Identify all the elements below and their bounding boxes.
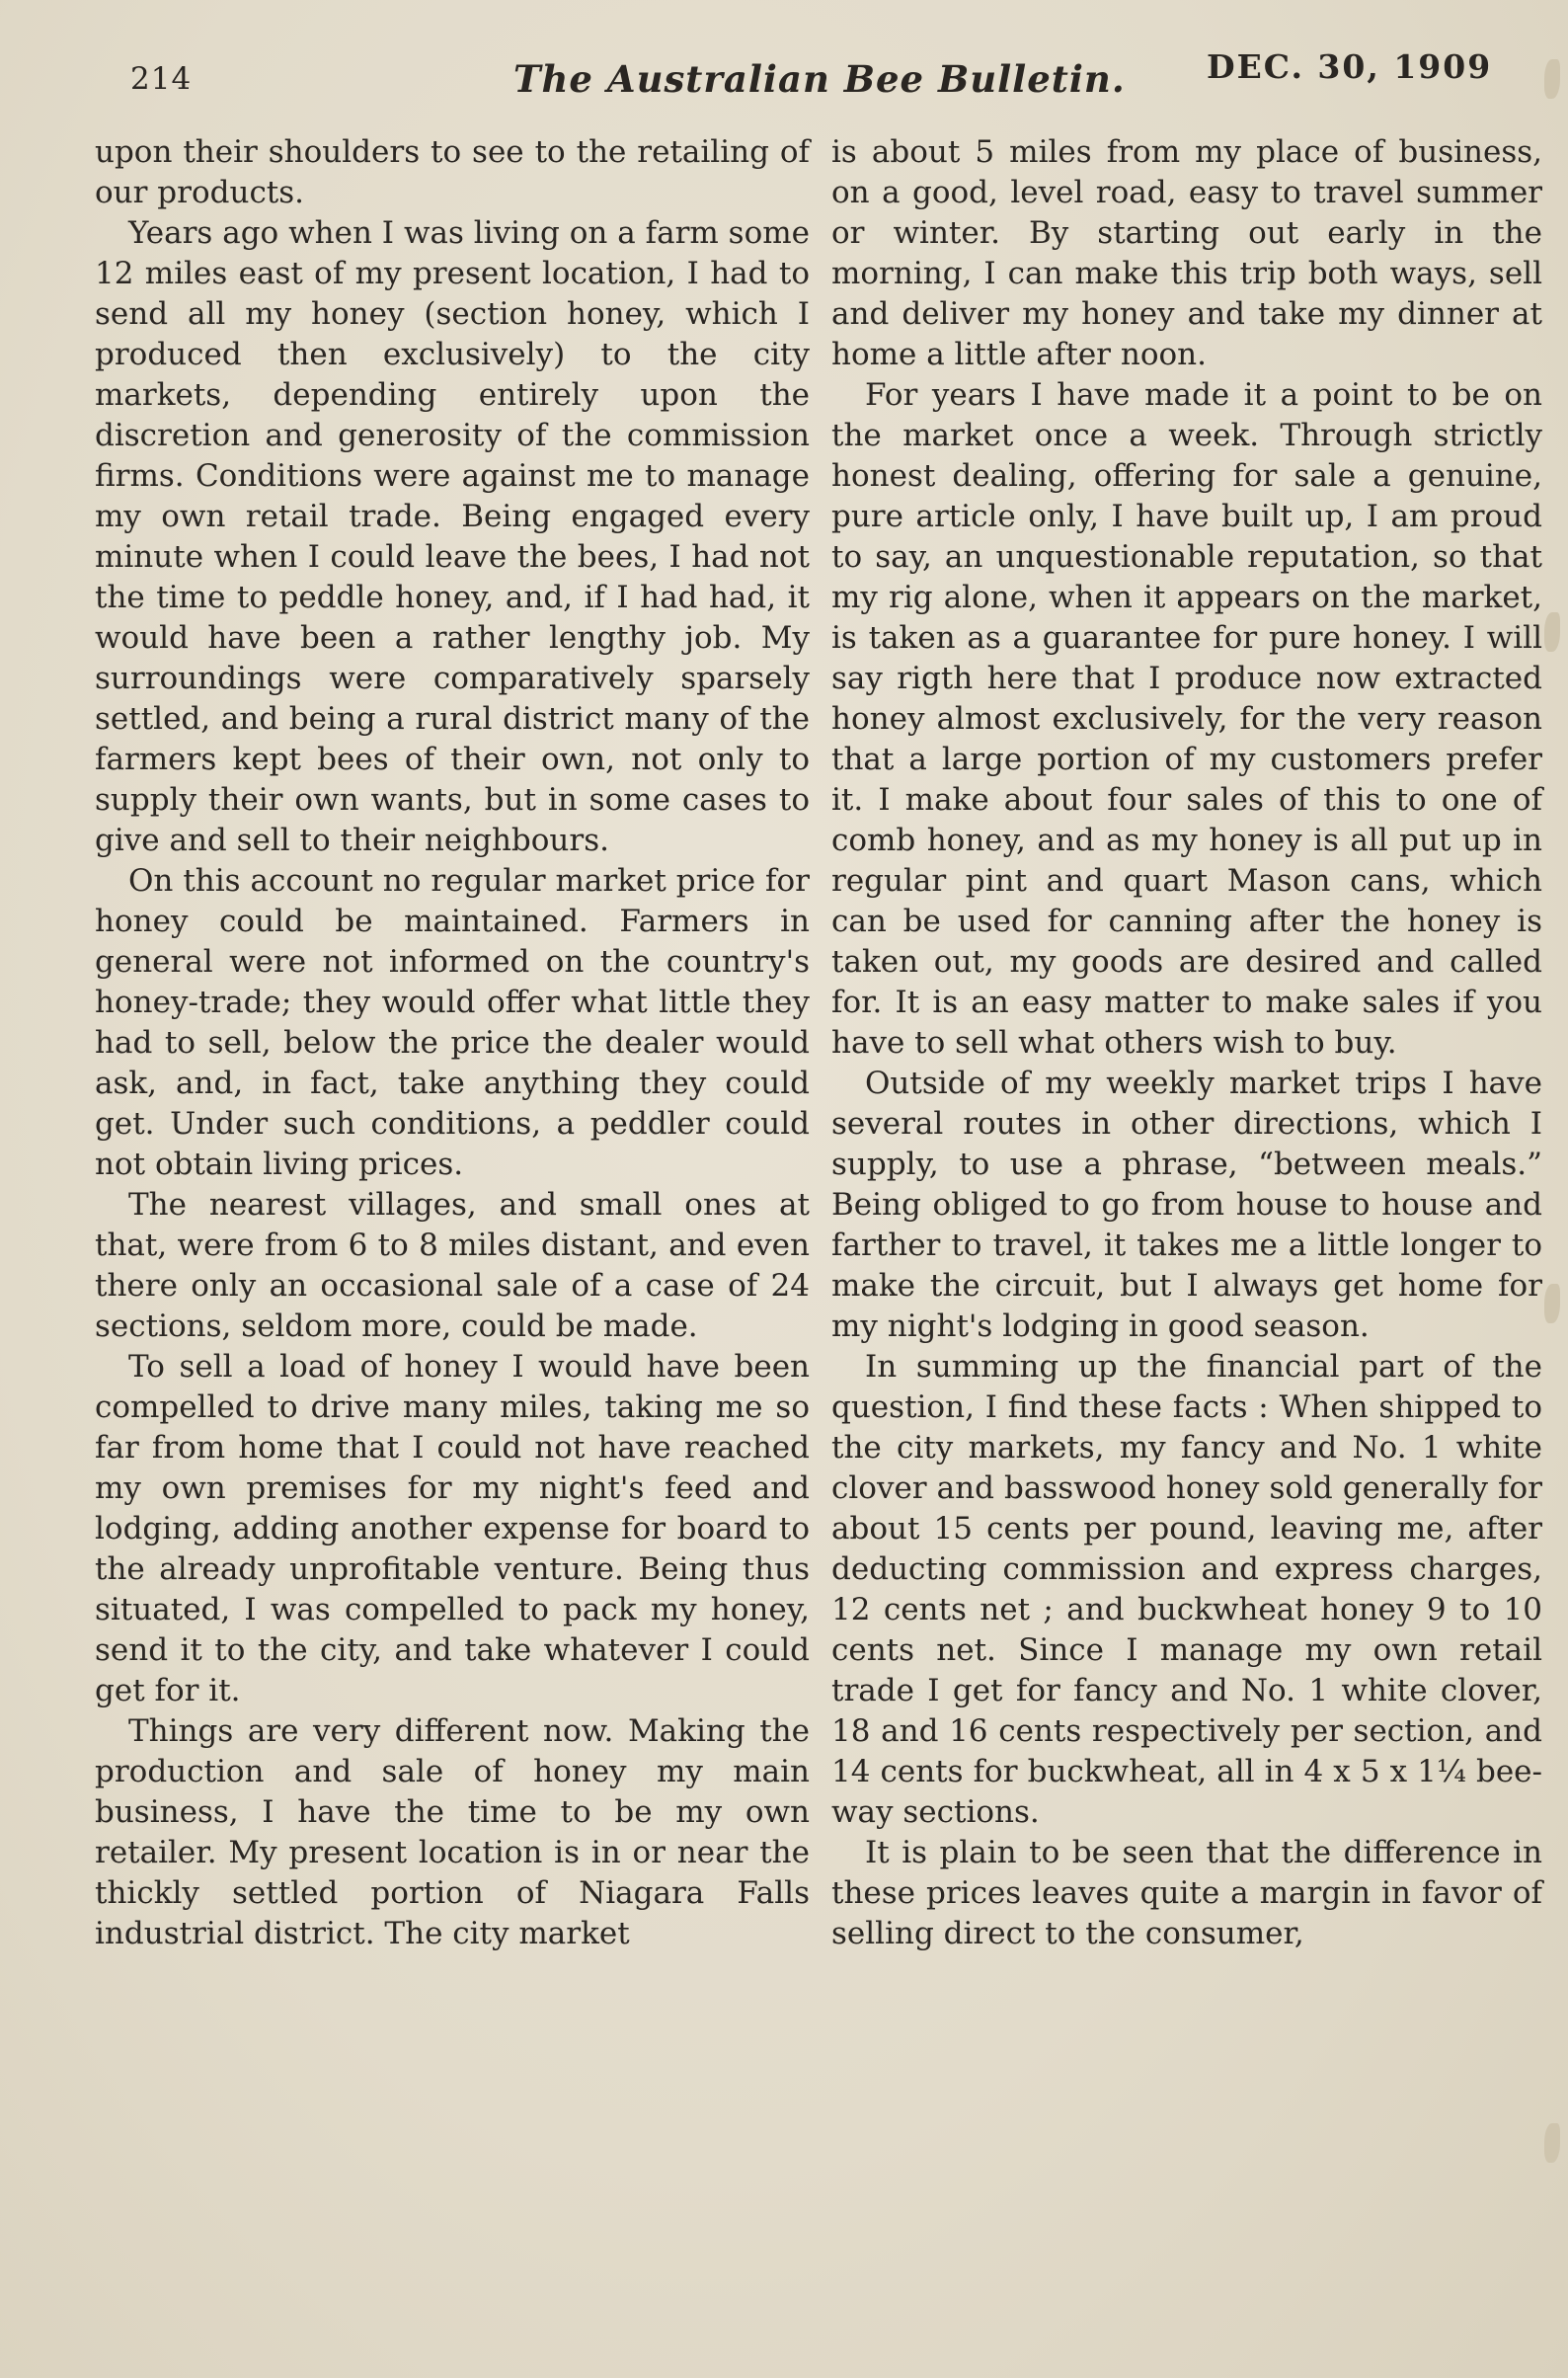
page-edge-damage	[1544, 2123, 1560, 2163]
paragraph: Things are very different now. Making the production and sale of honey my main business, I have the time to be my own retailer. My present location is in or near the thickly settled portion of Niagara Falls industrial district. The city market	[95, 1713, 810, 1951]
right-column	[831, 132, 1542, 1954]
left-column	[95, 132, 810, 1954]
paragraph: Outside of my weekly market trips I have several routes in other directions, which I supply, to use a phrase, “between meals.” Being obliged to go from house to house and farther to travel, it takes me a little longer to make the circuit, but I always get home for my night's lodging in good season.	[831, 1066, 1542, 1344]
journal-title: The Australian Bee Bulletin.	[513, 57, 1126, 101]
paragraph: In summing up the financial part of the question, I find these facts : When shipped to the city markets, my fancy and No. 1 white clover and basswood honey sold generally for about 15 cents per pound, leaving me, after deducting commission and express charges, 12 cents net ; and buckwheat honey 9 to 10 cents net. Since I manage my own retail trade I get for fancy and No. 1 white clover, 18 and 16 cents respectively per section, and 14 cents for buckwheat, all in 4 x 5 x 1¼ bee-way sections.	[831, 1349, 1542, 1830]
page-edge-damage	[1544, 1284, 1560, 1323]
paragraph: is about 5 miles from my place of business, on a good, level road, easy to travel summer or winter. By starting out early in the morning, I can make this trip both ways, sell and deliver my honey and take my dinner at home a little after noon.	[831, 134, 1542, 372]
paragraph: Years ago when I was living on a farm some 12 miles east of my present location, I had to send all my honey (section honey, which I produced then exclusively) to the city markets, depending entirely upon the discretion and generosity of the commission firms. Conditions were against me to manage my own retail trade. Being engaged every minute when I could leave the bees, I had not the time to peddle honey, and, if I had had, it would have been a rather lengthy job. My surroundings were comparatively sparsely settled, and being a rural district many of the farmers kept bees of their own, not only to supply their own wants, but in some cases to give and sell to their neighbours.	[95, 215, 810, 858]
issue-date: DEC. 30, 1909	[1207, 47, 1493, 86]
paragraph: It is plain to be seen that the difference in these prices leaves quite a margin in favor of selling direct to the consumer,	[831, 1835, 1542, 1951]
page-edge-damage	[1544, 59, 1560, 99]
page-edge-damage	[1544, 612, 1560, 652]
paragraph: upon their shoulders to see to the retailing of our products.	[95, 134, 810, 210]
paragraph: For years I have made it a point to be on the market once a week. Through strictly honest dealing, offering for sale a genuine, pure article only, I have built up, I am proud to say, an unquestionable reputation, so that my rig alone, when it appears on the market, is taken as a guarantee for pure honey. I will say rigth here that I produce now extracted honey almost exclusively, for the very reason that a large portion of my customers prefer it. I make about four sales of this to one of comb honey, and as my honey is all put up in regular pint and quart Mason cans, which can be used for canning after the honey is taken out, my goods are desired and called for. It is an easy matter to make sales if you have to sell what others wish to buy.	[831, 377, 1542, 1061]
paragraph: The nearest villages, and small ones at that, were from 6 to 8 miles distant, and even there only an occasional sale of a case of 24 sections, seldom more, could be made.	[95, 1187, 810, 1344]
page-header	[0, 43, 1568, 113]
page-number: 214	[130, 61, 193, 97]
paragraph: To sell a load of honey I would have been compelled to drive many miles, taking me so far from home that I could not have reached my own premises for my night's feed and lodging, adding another expense for board to the already unprofitable venture. Being thus situated, I was compelled to pack my honey, send it to the city, and take whatever I could get for it.	[95, 1349, 810, 1708]
paragraph: On this account no regular market price for honey could be maintained. Farmers in general were not informed on the country's honey-trade; they would offer what little they had to sell, below the price the dealer would ask, and, in fact, take anything they could get. Under such conditions, a peddler could not obtain living prices.	[95, 863, 810, 1182]
